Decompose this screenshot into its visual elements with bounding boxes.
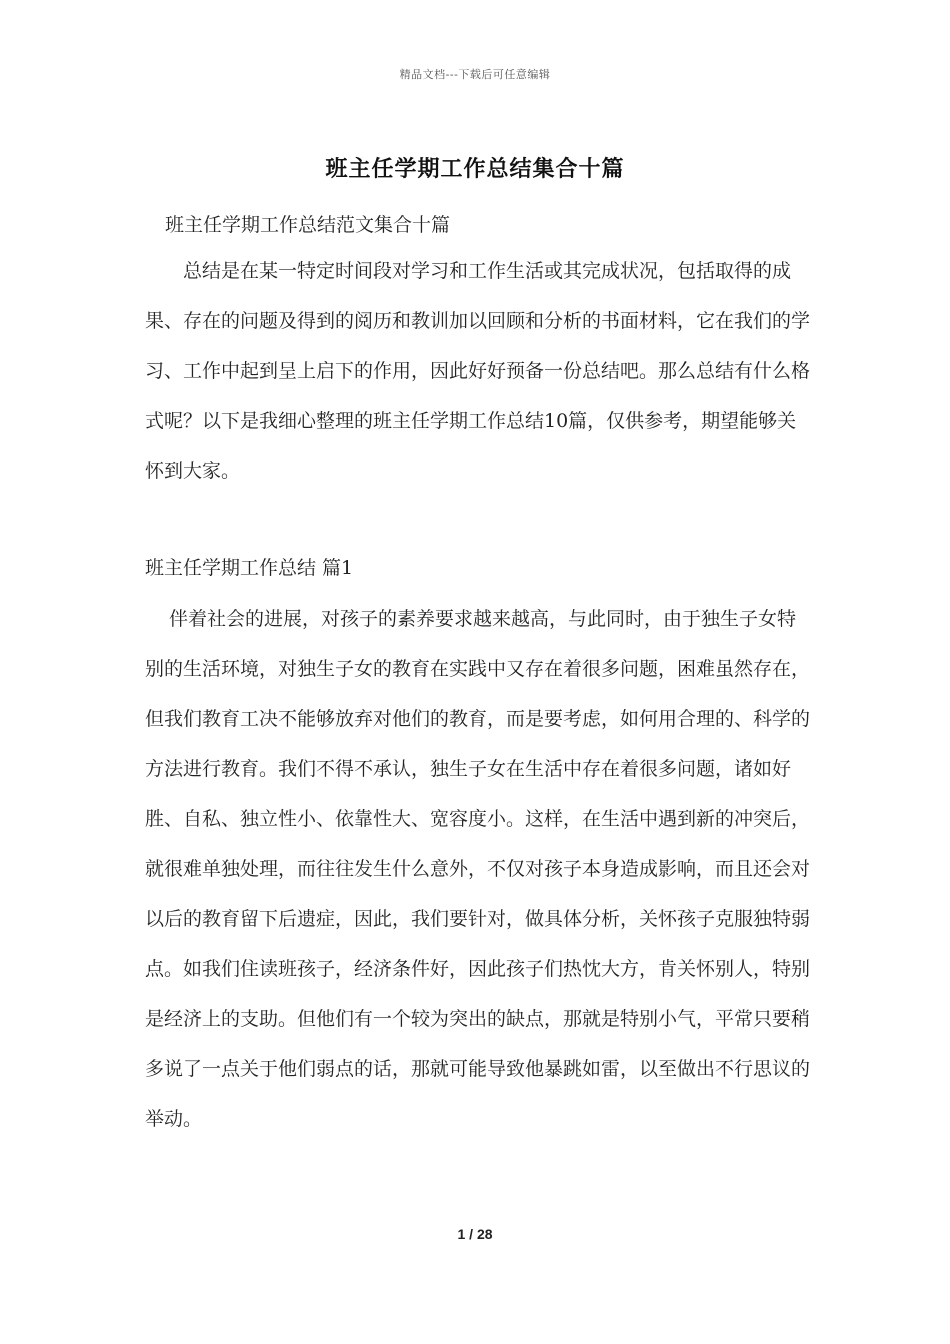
page-header-note: 精品文档---下载后可任意编辑 xyxy=(399,68,551,81)
page-number: 1 / 28 xyxy=(457,1226,493,1242)
document-title: 班主任学期工作总结集合十篇 xyxy=(325,156,625,182)
body-paragraph: 伴着社会的进展，对孩子的素养要求越来越高，与此同时，由于独生子女特别的生活环境，对独生子女的教育在实践中又存在着很多问题，困难虽然存在，但我们教育工决不能够放弃对他们的教育，而是要考虑，如何用合理的、科学的方法进行教育。我们不得不承认，独生子女在生活中存在着很多问题，诸如好胜、自私、独立性小、依靠性大、宽容度小。这样，在生活中遇到新的冲突后，就很难单独处理，而往往发生什么意外，不仅对孩子本身造成影响，而且还会对以后的教育留下后遗症，因此，我们要针对，做具体分析，关怀孩子克服独特弱点。如我们住读班孩子，经济条件好，因此孩子们热忱大方，肯关怀别人，特别是经济上的支助。但他们有一个较为突出的缺点，那就是特别小气，平常只要稍多说了一点关于他们弱点的话，那就可能导致他暴跳如雷，以至做出不行思议的举动。 xyxy=(145,608,811,1130)
document-subtitle: 班主任学期工作总结范文集合十篇 xyxy=(165,214,451,236)
intro-paragraph: 总结是在某一特定时间段对学习和工作生活或其完成状况，包括取得的成果、存在的问题及得到的阅历和教训加以回顾和分析的书面材料，它在我们的学习、工作中起到呈上启下的作用，因此好好预备一份总结吧。那么总结有什么格式呢？以下是我细心整理的班主任学期工作总结10篇，仅供参考，期望能够关怀到大家。 xyxy=(145,260,811,482)
section-heading: 班主任学期工作总结 篇1 xyxy=(145,557,354,579)
